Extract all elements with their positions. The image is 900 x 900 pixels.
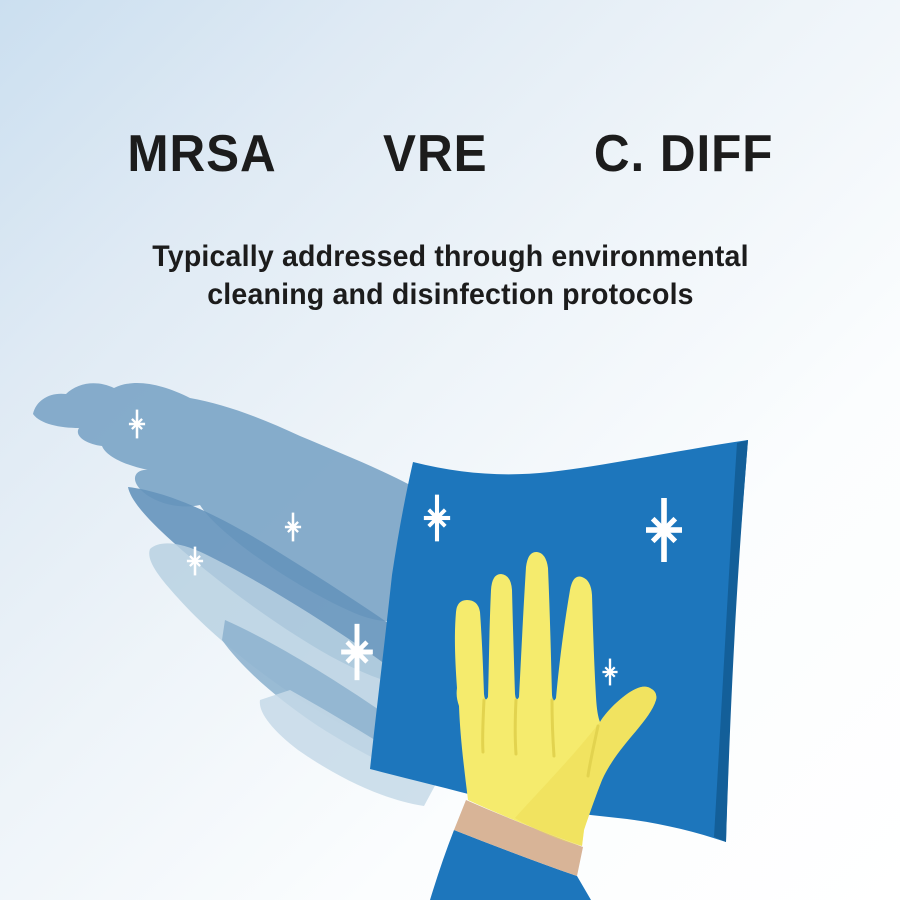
subtitle-line-1: Typically addressed through environmental [152,240,749,273]
pathogen-name-mrsa: MRSA [127,125,277,183]
subtitle-line-2: cleaning and disinfection protocols [207,278,694,311]
pathogen-name-vre: VRE [383,125,488,183]
pathogen-name-cdiff: C. DIFF [593,125,774,183]
